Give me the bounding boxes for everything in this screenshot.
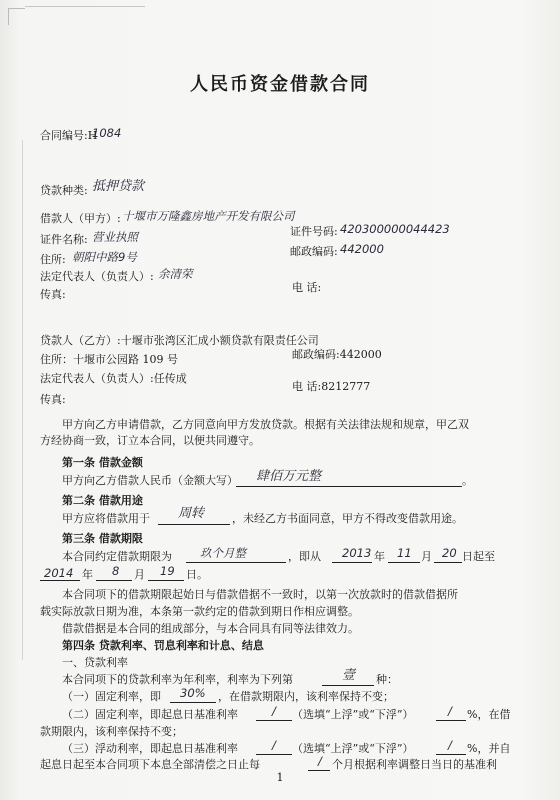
article-3-term-underline	[186, 562, 286, 563]
contract-number-label: 合同编号:H	[40, 129, 98, 142]
from-suffix: 日起至	[462, 550, 495, 563]
borrower-rep-label: 法定代表人（负责人）:	[40, 270, 154, 283]
lender-fax-label: 传真:	[40, 393, 66, 406]
article-3-end-month: 8	[112, 564, 120, 578]
article-4-line3c: %，在借	[467, 708, 511, 721]
article-3-end-day: 19	[160, 564, 175, 578]
end-month-underline	[96, 580, 132, 581]
article-4-line3b: （选填“上浮”或“下浮”）	[292, 708, 414, 721]
contract-number-value: 1084	[92, 126, 122, 140]
scan-edge-mark	[25, 6, 145, 7]
article-4-line5a: （三）浮动利率，即起息日基准利率	[62, 742, 238, 755]
article-4-line1a: 本合同项下的贷款利率为年利率，利率为下列第	[62, 673, 293, 686]
lender-label: 贷款人（乙方）:十堰市张湾区汇成小额贷款有限责任公司	[40, 334, 319, 347]
article-2-underline	[158, 524, 230, 525]
article-3-end-year: 2014	[44, 566, 74, 580]
month-label-2: 月	[134, 568, 145, 581]
month-period-slash: /	[318, 754, 322, 768]
base-rate-slash-2: /	[272, 738, 276, 752]
article-4-line2b: ，在借款期限内，该利率保持不变；	[218, 690, 394, 703]
intro-line-2: 方经协商一致，订立本合同，以便共同遵守。	[40, 434, 260, 447]
article-1-text: 甲方向乙方借款人民币（金额大写）	[62, 474, 238, 487]
float-underline-2	[436, 754, 466, 755]
base-rate-underline-1	[256, 720, 292, 721]
article-1-title: 第一条 借款金额	[62, 456, 143, 469]
article-4-line6b: 个月根据利率调整日当日的基准利	[332, 758, 497, 771]
article-1-underline	[236, 486, 462, 487]
end-day-underline	[148, 580, 184, 581]
start-day-underline	[434, 562, 462, 563]
borrower-phone-label: 电 话:	[292, 281, 322, 294]
float-slash-2: /	[448, 738, 452, 752]
article-3-start-year: 2013	[342, 546, 372, 560]
scan-corner-mark	[8, 8, 25, 25]
borrower-address-value: 朝阳中路9号	[72, 250, 137, 264]
borrower-cert-no-value: 420300000044423	[340, 222, 450, 236]
intro-line-1: 甲方向乙方申请借款，乙方同意向甲方发放贷款。根据有关法律法规和规章，甲乙双	[62, 418, 469, 431]
borrower-id-type-value: 营业执照	[92, 230, 138, 244]
article-4-line3a: （二）固定利率，即起息日基准利率	[62, 708, 238, 721]
article-4-line2a: （一）固定利率，即	[62, 690, 161, 703]
article-3-title: 第三条 借款期限	[62, 532, 143, 545]
article-3-term: 玖个月整	[200, 546, 246, 560]
article-3-text-b: ，即从	[288, 550, 321, 563]
borrower-postcode-value: 442000	[340, 242, 384, 256]
article-3-start-month: 11	[397, 546, 412, 560]
article-4-fixed-rate: 30%	[180, 686, 206, 700]
lender-rep: 法定代表人（负责人）:任传成	[40, 372, 187, 385]
article-4-subtitle: 一、贷款利率	[62, 656, 128, 669]
borrower-rep-value: 余清荣	[158, 267, 193, 281]
article-4-line5c: %，并自	[467, 742, 511, 755]
end-year-underline	[40, 580, 80, 581]
lender-phone: 电 话:8212777	[292, 380, 371, 393]
fixed-rate-underline	[170, 702, 216, 703]
article-3-start-day: 20	[442, 546, 457, 560]
document-title: 人民币资金借款合同	[190, 74, 370, 95]
article-4-line5b: （选填“上浮”或“下浮”）	[292, 742, 414, 755]
contract-page: 人民币资金借款合同 合同编号:H 1084 贷款种类: 抵押贷款 借款人（甲方）: 十堰市万隆鑫房地产开发有限公司 证件名称: 营业执照 证件号码: 420300000044423 住所: 朝阳中路9号 邮政编码: 442000 法定代表人（负责人）: 余清荣 传真: 电 话: 贷款人（乙方）:十堰市张湾区汇成小额贷款有限责任公司 住所：十堰市公园路 109 号 邮政编码:442000 法定代表人（负责人）:任传成 传真: 电 话:8212777 甲方向乙方申请借款，乙方同意向甲方发放贷款。根据有关法律法规和规章，甲乙双 方经协商一致，订立本合同，以便共同遵守。 第一条 借款金额 甲方向乙方借款人民币（金额大写） 肆佰万元整 。 第二条 借款用途 甲方应将借款用于 周转 ，未经乙方书面同意，甲方不得改变借款用途。 第三条 借款期限 本合同约定借款期限为 玖个月整 ，即从 2013 年 11 月 20 日起至 2014 年 8 月 19 日。 本合同项下的借款期限起始日与借款借据不一致时，以第一次放款时的借款借据所 载实际放款日期为准，本条第一款约定的借款到期日作相应调整。 借款借据是本合同的组成部分，与本合同具有同等法律效力。 第四条 贷款利率、罚息利率和计息、结息 一、贷款利率 本合同项下的贷款利率为年利率，利率为下列第 壹 种： （一）固定利率，即 30% ，在借款期限内，该利率保持不变； （二）固定利率，即起息日基准利率 / （选填“上浮”或“下浮”） / %，在借 款期限内，该利率保持不变； （三）浮动利率，即起息日基准利率 / （选填“上浮”或“下浮”） / %，并自 起息日起至本合同项下本息全部清偿之日止每 / 个月根据利率调整日当日的基准利 1	[0, 0, 560, 800]
float-underline-1	[436, 720, 466, 721]
to-suffix: 日。	[186, 568, 208, 581]
borrower-fax-label: 传真:	[40, 288, 66, 301]
article-4-line6a: 起息日起至本合同项下本息全部清偿之日止每	[40, 758, 260, 771]
scan-fold-line	[22, 140, 23, 660]
article-2-text-a: 甲方应将借款用于	[62, 512, 150, 525]
article-3-para3: 借款借据是本合同的组成部分，与本合同具有同等法律效力。	[62, 622, 359, 635]
article-4-choice: 壹	[342, 668, 356, 683]
borrower-id-type-label: 证件名称:	[40, 233, 88, 246]
page-number: 1	[276, 771, 284, 784]
article-2-purpose: 周转	[178, 506, 205, 521]
start-month-underline	[388, 562, 420, 563]
article-3-para2-line1: 本合同项下的借款期限起始日与借款借据不一致时，以第一次放款时的借款借据所	[62, 588, 458, 601]
start-year-underline	[332, 562, 372, 563]
lender-address: 住所：十堰市公园路 109 号	[40, 353, 178, 366]
article-4-line4: 款期限内，该利率保持不变；	[40, 725, 183, 738]
article-3-para2-line2: 载实际放款日期为准，本条第一款约定的借款到期日作相应调整。	[40, 605, 359, 618]
article-3-text-a: 本合同约定借款期限为	[62, 550, 172, 563]
lender-postcode: 邮政编码:442000	[292, 348, 382, 361]
article-2-title: 第二条 借款用途	[62, 494, 143, 507]
article-4-line1b: 种：	[376, 673, 398, 686]
borrower-name: 十堰市万隆鑫房地产开发有限公司	[122, 209, 295, 223]
float-slash-1: /	[448, 704, 452, 718]
year-label-2: 年	[82, 568, 93, 581]
borrower-address-label: 住所:	[40, 253, 66, 266]
loan-type-value: 抵押贷款	[92, 179, 145, 194]
choice-underline	[322, 685, 374, 686]
article-2-text-b: ，未经乙方书面同意，甲方不得改变借款用途。	[232, 512, 463, 525]
year-label-1: 年	[374, 550, 385, 563]
month-label-1: 月	[421, 550, 432, 563]
article-4-title: 第四条 贷款利率、罚息利率和计息、结息	[62, 639, 264, 652]
article-1-amount: 肆佰万元整	[256, 469, 322, 484]
base-rate-slash-1: /	[272, 704, 276, 718]
base-rate-underline-2	[256, 754, 292, 755]
loan-type-label: 贷款种类:	[40, 184, 88, 197]
borrower-postcode-label: 邮政编码:	[290, 245, 338, 258]
borrower-label: 借款人（甲方）:	[40, 212, 121, 225]
borrower-cert-no-label: 证件号码:	[290, 225, 338, 238]
